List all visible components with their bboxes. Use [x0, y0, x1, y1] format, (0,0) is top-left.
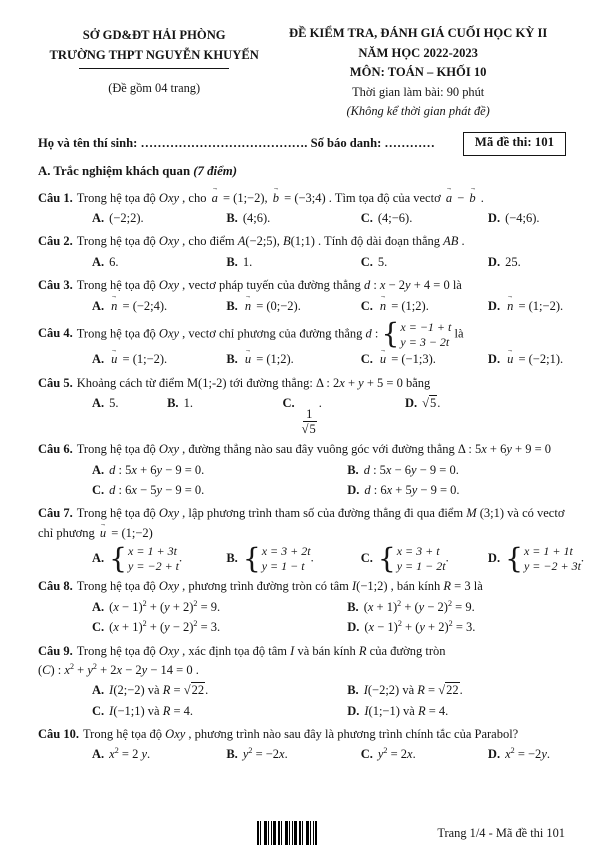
question-label: Câu 4. — [38, 326, 73, 341]
option-key: D. — [487, 747, 501, 762]
question-10 — [38, 725, 566, 765]
question-stem: Câu 8. Trong hệ tọa độ Oxy , phương trình đường tròn có tâm I(−1;2) , bán kính R = 3 là — [38, 579, 483, 594]
school-name: TRƯỜNG THPT NGUYỄN KHUYẾN — [49, 47, 259, 62]
answer-option-A: A. → n = (−2;4). — [92, 297, 222, 316]
options-row — [38, 461, 566, 501]
option-key: D. — [347, 483, 360, 498]
section-title-points: (7 điểm) — [193, 163, 237, 178]
option-key: C. — [92, 620, 105, 635]
fraction: $\frac{1}{√5}$ — [301, 406, 316, 436]
options-row — [38, 541, 585, 575]
answer-option-A: A. $(x - 1)^2 + (y + 2)^2 = 9$. — [92, 598, 221, 614]
question-5 — [38, 374, 566, 437]
vector-symbol: → u — [505, 350, 515, 369]
answer-option-C: C. → u = (−1;3). — [361, 350, 484, 369]
answer-option-A: A. 6. — [92, 254, 119, 269]
vector-symbol: → n — [505, 297, 515, 316]
vector-symbol: → b — [467, 189, 477, 208]
answer-option-B: B. → n = (0;−2). — [226, 297, 356, 316]
exam-title-line1: ĐỀ KIỂM TRA, ĐÁNH GIÁ CUỐI HỌC KỲ II — [288, 26, 548, 40]
option-key: D. — [347, 620, 360, 635]
vector-symbol: → u — [378, 350, 388, 369]
page-number-label: Trang 1/4 - Mã đề thi 101 — [437, 825, 565, 840]
answer-option-C: C. 5. — [360, 254, 388, 269]
question-label: Câu 8. — [38, 579, 73, 594]
square-root: √22 — [438, 683, 459, 698]
exam-subject-line: MÔN: TOÁN – KHỐI 10 — [349, 65, 487, 80]
answer-option-B: B. I(−2;2) và R = √22. — [347, 683, 463, 698]
questions-list — [38, 189, 585, 765]
option-key: D. — [487, 298, 501, 313]
answer-option-D: D. → u = (−2;1). — [488, 350, 578, 369]
answer-option-D: D. √5. — [404, 395, 441, 410]
question-label: Câu 1. — [38, 190, 73, 205]
equation-system: { x = 1 + 3t y = −2 + t — [109, 541, 179, 575]
question-stem: Câu 10. Trong hệ tọa độ Oxy , phương trình nào sau đây là phương trình chính tắc của Parabol? — [38, 727, 519, 742]
answer-option-A: A. { x = 1 + 3t y = −2 + t . — [92, 541, 183, 575]
answer-option-C: C. d : 6x − 5y − 9 = 0. — [92, 483, 205, 498]
option-key: D. — [487, 211, 501, 226]
vector-symbol: → a — [444, 189, 454, 208]
equation-system: { x = −1 + t y = 3 − 2t — [381, 317, 452, 351]
option-key: C. — [92, 703, 105, 718]
answer-option-A: A. 5. — [92, 395, 119, 410]
answer-option-A: A. d : 5x + 6y − 9 = 0. — [92, 462, 205, 477]
question-label: Câu 5. — [38, 375, 73, 390]
answer-option-C: C. I(−1;1) và R = 4. — [92, 703, 194, 718]
answer-option-D: D. (−4;6). — [487, 211, 540, 226]
equation-system: { x = 3 + 2t y = 1 − t — [242, 541, 311, 575]
student-id-dotted-line: ………… — [384, 136, 435, 151]
answer-option-D: D. 25. — [487, 254, 521, 269]
answer-option-A: A. → u = (1;−2). — [92, 350, 222, 369]
answer-option-B: B. d : 5x − 6y − 9 = 0. — [347, 462, 459, 477]
vector-symbol: → b — [271, 189, 281, 208]
question-stem: Câu 2. Trong hệ tọa độ Oxy , cho điểm A(−2;5), B(1;1) . Tính độ dài đoạn thẳng AB . — [38, 234, 465, 249]
equation-system: { x = 3 + t y = 1 − 2t — [377, 541, 446, 575]
option-key: B. — [226, 254, 238, 269]
answer-option-A: A. (−2;2). — [92, 211, 144, 226]
option-key: C. — [360, 254, 373, 269]
option-key: B. — [226, 550, 238, 565]
student-info-row — [38, 132, 566, 156]
option-key: A. — [92, 254, 105, 269]
answer-option-D: D. $x^2 = -2y$. — [487, 746, 550, 762]
option-key: D. — [487, 352, 501, 367]
question-label: Câu 3. — [38, 278, 73, 293]
options-row — [38, 394, 566, 436]
header-left-block — [38, 24, 270, 121]
option-key: D. — [404, 395, 418, 410]
options-row — [38, 209, 566, 228]
options-row — [38, 598, 566, 638]
option-key: B. — [347, 599, 359, 614]
answer-option-C: C. $y^2 = 2x$. — [360, 746, 416, 762]
option-key: B. — [226, 352, 238, 367]
answer-option-B: B. → u = (1;2). — [226, 350, 356, 369]
option-key: B. — [347, 462, 359, 477]
square-root: √22 — [183, 683, 205, 698]
vector-symbol: → n — [378, 297, 388, 316]
exam-duration-note: (Không kể thời gian phát đề) — [346, 103, 490, 118]
answer-option-C: C. (4;−6). — [360, 211, 413, 226]
option-key: C. — [360, 550, 373, 565]
exam-title-line2: NĂM HỌC 2022-2023 — [358, 45, 478, 60]
option-key: A. — [92, 395, 105, 410]
question-stem: Câu 5. Khoảng cách từ điểm M(1;-2) tới đường thẳng: Δ : 2x + y + 5 = 0 bằng — [38, 375, 431, 390]
question-label: Câu 10. — [38, 727, 79, 742]
vector-symbol: → a — [210, 189, 220, 208]
option-key: A. — [92, 211, 105, 226]
options-row — [38, 745, 566, 764]
vector-symbol: → n — [109, 297, 119, 316]
answer-option-C: C. → n = (1;2). — [361, 297, 484, 316]
exam-code-box: Mã đề thi: 101 — [463, 132, 566, 156]
answer-option-C: C. $\frac{1}{√5}$ . — [282, 395, 322, 436]
answer-option-C: C. { x = 3 + t y = 1 − 2t . — [360, 541, 449, 575]
option-key: A. — [92, 747, 105, 762]
question-stem: Câu 9. Trong hệ tọa độ Oxy , xác định tọa độ tâm I và bán kính R của đường tròn (C) : $x^2 + y^2 + 2x - 2y - 14 = 0$ . — [38, 643, 446, 677]
option-key: A. — [92, 683, 105, 698]
option-key: C. — [360, 747, 373, 762]
department-name: SỞ GD&ĐT HẢI PHÒNG — [82, 28, 226, 42]
option-key: B. — [347, 683, 359, 698]
exam-header — [38, 24, 566, 121]
options-row — [38, 350, 566, 369]
option-key: B. — [226, 211, 238, 226]
question-stem: Câu 7. Trong hệ tọa độ Oxy , lập phương trình tham số của đường thẳng đi qua điểm M (3;1) và có vectơ chỉ phương → u = (1;−2) — [38, 504, 566, 543]
student-id-label: Số báo danh: — [310, 136, 382, 151]
answer-option-D: D. $(x - 1)^2 + (y + 2)^2 = 3$. — [347, 618, 476, 635]
question-label: Câu 9. — [38, 643, 73, 658]
header-divider-rule — [79, 68, 229, 69]
question-6 — [38, 440, 566, 500]
option-key: D. — [347, 703, 360, 718]
answer-option-B: B. 1. — [167, 395, 193, 410]
question-label: Câu 7. — [38, 506, 73, 521]
vector-symbol: → n — [243, 297, 253, 316]
option-key: A. — [92, 550, 105, 565]
option-key: A. — [92, 352, 105, 367]
header-right-block — [270, 24, 566, 121]
option-key: D. — [487, 254, 501, 269]
option-key: C. — [92, 483, 105, 498]
options-row — [38, 253, 566, 272]
question-8 — [38, 577, 566, 637]
answer-option-D: D. → n = (1;−2). — [488, 297, 578, 316]
option-key: C. — [360, 298, 373, 313]
answer-option-B: B. { x = 3 + 2t y = 1 − t . — [226, 541, 314, 575]
square-root: √5 — [422, 395, 437, 410]
question-stem: Câu 3. Trong hệ tọa độ Oxy , vectơ pháp tuyến của đường thẳng d : x − 2y + 4 = 0 là — [38, 278, 462, 293]
option-key: C. — [360, 352, 373, 367]
options-row — [38, 297, 566, 316]
answer-option-C: C. $(x + 1)^2 + (y - 2)^2 = 3$. — [92, 618, 221, 635]
section-title — [38, 162, 566, 182]
vector-symbol: → u — [243, 350, 253, 369]
student-info-line — [38, 134, 435, 154]
options-row — [38, 681, 566, 721]
answer-option-D: D. d : 6x + 5y − 9 = 0. — [347, 483, 460, 498]
question-9 — [38, 642, 566, 722]
question-4 — [38, 317, 566, 370]
option-key: A. — [92, 462, 105, 477]
student-name-label: Họ và tên thí sinh: — [38, 136, 138, 151]
option-key: B. — [226, 747, 238, 762]
question-stem: Câu 1. Trong hệ tọa độ Oxy , cho → a = (1;−2), → b = (−3;4) . Tìm tọa độ của vectơ → a − → b . — [38, 189, 566, 208]
answer-option-D: D. { x = 1 + 1t y = −2 + 3t . — [487, 541, 585, 575]
section-title-main: A. Trắc nghiệm khách quan — [38, 163, 191, 178]
option-key: B. — [226, 298, 238, 313]
option-key: A. — [92, 298, 105, 313]
option-key: A. — [92, 599, 105, 614]
answer-option-B: B. (4;6). — [226, 211, 271, 226]
option-key: B. — [167, 395, 179, 410]
answer-option-A: A. $x^2 = 2$ y. — [92, 746, 151, 762]
answer-option-D: D. I(1;−1) và R = 4. — [347, 703, 449, 718]
question-stem: Câu 6. Trong hệ tọa độ Oxy , đường thẳng nào sau đây vuông góc với đường thẳng Δ : 5x + 6y + 9 = 0 — [38, 442, 551, 457]
answer-option-A: A. I(2;−2) và R = √22. — [92, 683, 209, 698]
answer-option-B: B. $(x + 1)^2 + (y - 2)^2 = 9$. — [347, 598, 475, 614]
vector-symbol: → u — [109, 350, 119, 369]
answer-option-B: B. 1. — [226, 254, 253, 269]
option-key: C. — [282, 395, 295, 410]
answer-option-B: B. $y^2 = -2x$. — [226, 746, 288, 762]
option-key: C. — [360, 211, 373, 226]
question-stem: Câu 4. Trong hệ tọa độ Oxy , vectơ chỉ phương của đường thẳng d : { x = −1 + t y = 3 − 2t là — [38, 317, 464, 351]
vector-symbol: → u — [98, 524, 108, 543]
option-key: D. — [487, 550, 501, 565]
question-2 — [38, 232, 566, 272]
question-label: Câu 2. — [38, 234, 73, 249]
equation-system: { x = 1 + 1t y = −2 + 3t — [505, 541, 581, 575]
question-7 — [38, 504, 585, 575]
exam-duration: Thời gian làm bài: 90 phút — [352, 84, 485, 99]
square-root: √5 — [301, 421, 316, 436]
pages-note: (Đề gồm 04 trang) — [108, 81, 201, 96]
question-label: Câu 6. — [38, 442, 73, 457]
barcode — [257, 821, 317, 845]
question-1 — [38, 189, 566, 229]
question-3 — [38, 276, 566, 316]
student-name-dotted-line: …………………………………. — [140, 136, 308, 151]
